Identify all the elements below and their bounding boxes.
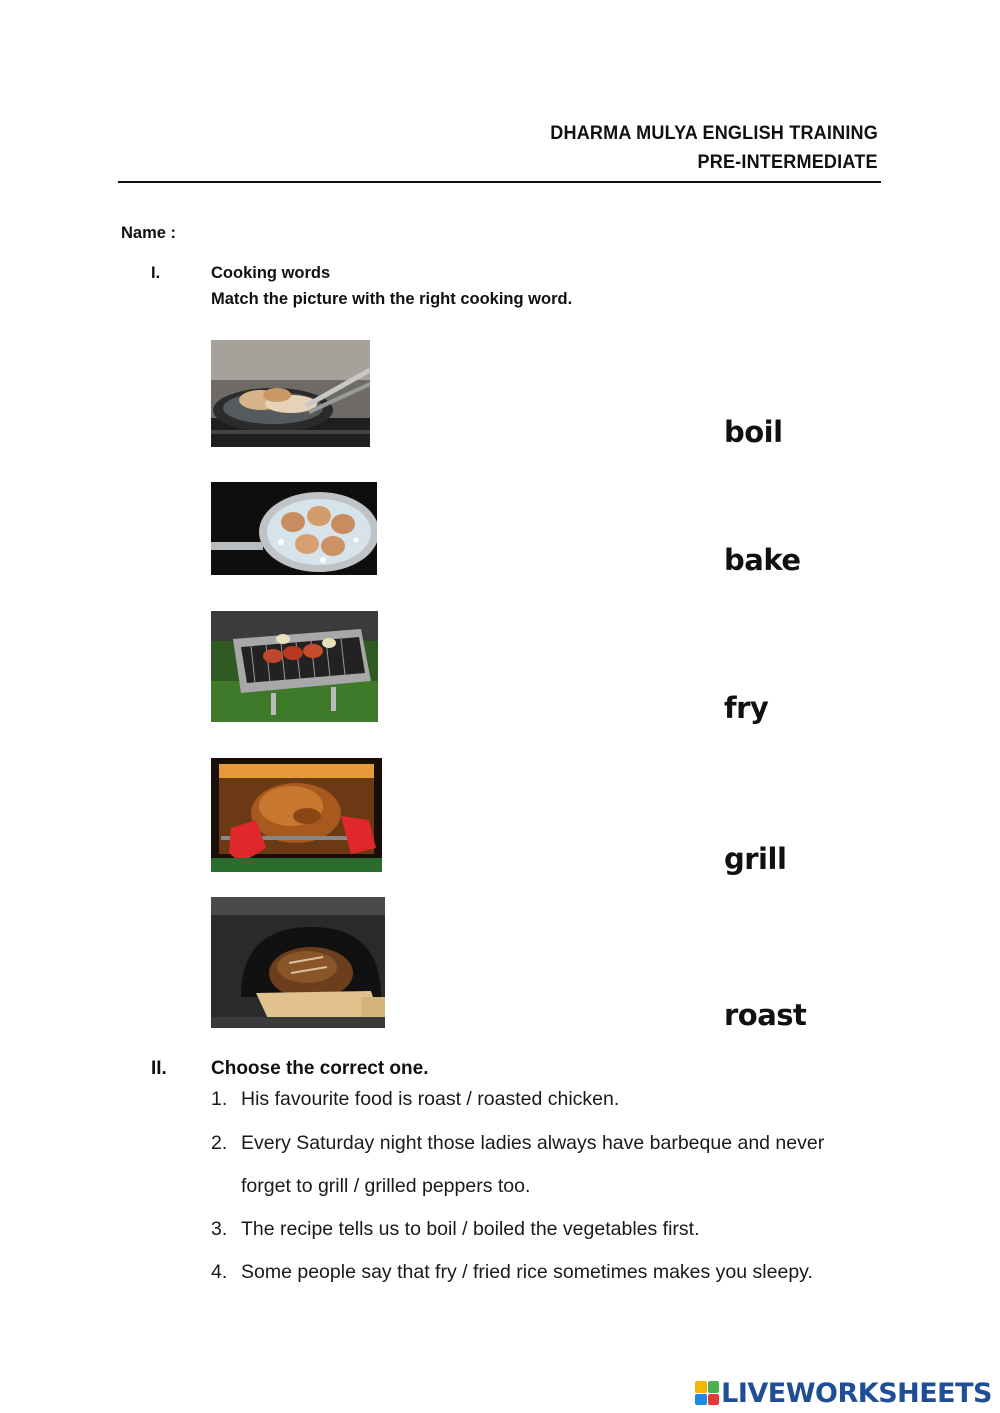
question-2 [211,1132,824,1155]
question-text: The recipe tells us to boil / boiled the vegetables first. [241,1218,700,1240]
roast-turkey-oven-image [211,758,382,872]
word-bake[interactable]: bake [724,543,801,577]
grill-image [211,611,378,722]
question-2-continuation: forget to grill / grilled peppers too. [241,1175,531,1197]
level-label: PRE-INTERMEDIATE [697,152,878,173]
word-boil[interactable]: boil [724,415,783,449]
question-text: Some people say that fry / fried rice sometimes makes you sleepy. [241,1261,813,1283]
question-text: His favourite food is roast / roasted chicken. [241,1088,620,1110]
header-divider [118,181,881,183]
logo-mark-icon [695,1381,719,1405]
logo-text: LIVEWORKSHEETS [721,1377,992,1409]
question-1 [211,1088,619,1111]
section-1-instruction: Match the picture with the right cooking word. [211,290,573,308]
question-number: 2. [211,1132,228,1154]
baked-bread-oven-image [211,897,385,1028]
word-fry[interactable]: fry [724,691,769,725]
frying-pan-image [211,340,370,447]
boiling-eggs-image [211,482,377,575]
word-roast[interactable]: roast [724,998,807,1032]
question-4 [211,1261,813,1284]
section-2-number: II. [151,1058,167,1079]
question-3 [211,1218,700,1241]
section-1-number: I. [151,264,161,282]
liveworksheets-logo[interactable] [695,1377,992,1409]
word-grill[interactable]: grill [724,842,787,876]
question-number: 1. [211,1088,228,1110]
section-2-title: Choose the correct one. [211,1058,429,1079]
question-number: 4. [211,1261,228,1283]
school-name: DHARMA MULYA ENGLISH TRAINING [550,123,878,144]
question-text: Every Saturday night those ladies always have barbeque and never [241,1132,825,1154]
section-1-title: Cooking words [211,264,331,282]
name-label: Name : [121,224,177,242]
question-number: 3. [211,1218,228,1240]
